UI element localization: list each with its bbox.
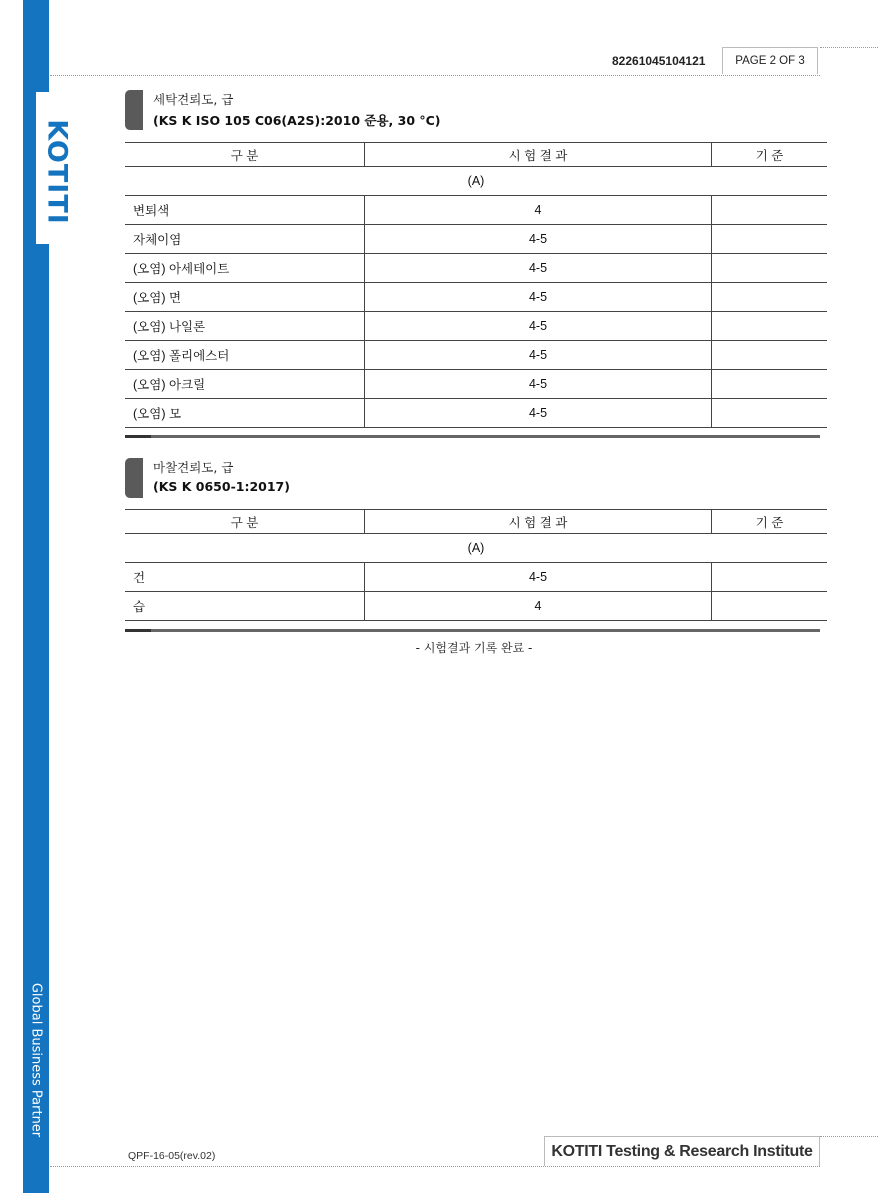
report-number: 82261045104121 [612, 54, 706, 68]
column-header-category: 구 분 [125, 143, 365, 167]
row-criteria [712, 563, 828, 592]
row-result: 4-5 [365, 563, 712, 592]
row-result: 4-5 [365, 312, 712, 341]
section-marker [125, 458, 143, 498]
section-title: 마찰견뢰도, 급 [153, 460, 234, 475]
table-row [125, 283, 827, 312]
institute-name: KOTITI Testing & Research Institute [544, 1136, 820, 1166]
section-end-rule-accent [125, 435, 151, 438]
table-row [125, 399, 827, 428]
table-row [125, 254, 827, 283]
row-result: 4 [365, 592, 712, 621]
row-label: 자체이염 [125, 225, 365, 254]
rub-fastness-table [125, 509, 827, 621]
table-header-row [125, 510, 827, 534]
table-row [125, 341, 827, 370]
end-of-results-note: - 시험결과 기록 완료 - [415, 641, 533, 655]
table-row [125, 225, 827, 254]
row-label: (오염) 모 [125, 399, 365, 428]
kotiti-logo: KOTITI [41, 119, 73, 225]
row-criteria [712, 283, 828, 312]
row-result: 4-5 [365, 254, 712, 283]
row-criteria [712, 341, 828, 370]
header-divider-right [820, 47, 878, 48]
row-result: 4-5 [365, 225, 712, 254]
row-criteria [712, 592, 828, 621]
row-result: 4-5 [365, 283, 712, 312]
row-label: (오염) 면 [125, 283, 365, 312]
table-row [125, 563, 827, 592]
section-standard: (KS K 0650-1:2017) [153, 479, 290, 494]
row-criteria [712, 254, 828, 283]
table-header-row [125, 143, 827, 167]
row-label: (오염) 아세테이트 [125, 254, 365, 283]
table-row [125, 370, 827, 399]
footer-divider-right [820, 1136, 878, 1137]
row-label: (오염) 나일론 [125, 312, 365, 341]
row-criteria [712, 225, 828, 254]
header-divider [50, 75, 820, 76]
sidebar-tagline: Global Business Partner [28, 982, 44, 1138]
wash-fastness-table [125, 142, 827, 428]
section-title: 세탁견뢰도, 급 [153, 92, 234, 107]
row-label: (오염) 아크릴 [125, 370, 365, 399]
section-end-rule [125, 435, 820, 438]
row-label: 습 [125, 592, 365, 621]
section-end-rule [125, 629, 820, 632]
row-result: 4-5 [365, 399, 712, 428]
row-criteria [712, 370, 828, 399]
column-header-criteria: 기 준 [712, 510, 828, 534]
table-group-row [125, 534, 827, 563]
page-indicator: PAGE 2 OF 3 [722, 47, 818, 74]
row-label: 변퇴색 [125, 196, 365, 225]
table-row [125, 312, 827, 341]
column-header-result: 시 험 결 과 [365, 510, 712, 534]
row-criteria [712, 399, 828, 428]
column-header-criteria: 기 준 [712, 143, 828, 167]
row-criteria [712, 312, 828, 341]
row-label: 건 [125, 563, 365, 592]
section-end-rule-accent [125, 629, 151, 632]
table-row [125, 592, 827, 621]
section-standard: (KS K ISO 105 C06(A2S):2010 준용, 30 °C) [153, 113, 441, 128]
section-marker [125, 90, 143, 130]
table-group-row [125, 167, 827, 196]
table-row [125, 196, 827, 225]
row-result: 4 [365, 196, 712, 225]
row-label: (오염) 폴리에스터 [125, 341, 365, 370]
column-header-category: 구 분 [125, 510, 365, 534]
row-criteria [712, 196, 828, 225]
sample-group-label: (A) [125, 534, 827, 563]
row-result: 4-5 [365, 370, 712, 399]
row-result: 4-5 [365, 341, 712, 370]
column-header-result: 시 험 결 과 [365, 143, 712, 167]
sample-group-label: (A) [125, 167, 827, 196]
form-number: QPF-16-05(rev.02) [128, 1150, 216, 1162]
